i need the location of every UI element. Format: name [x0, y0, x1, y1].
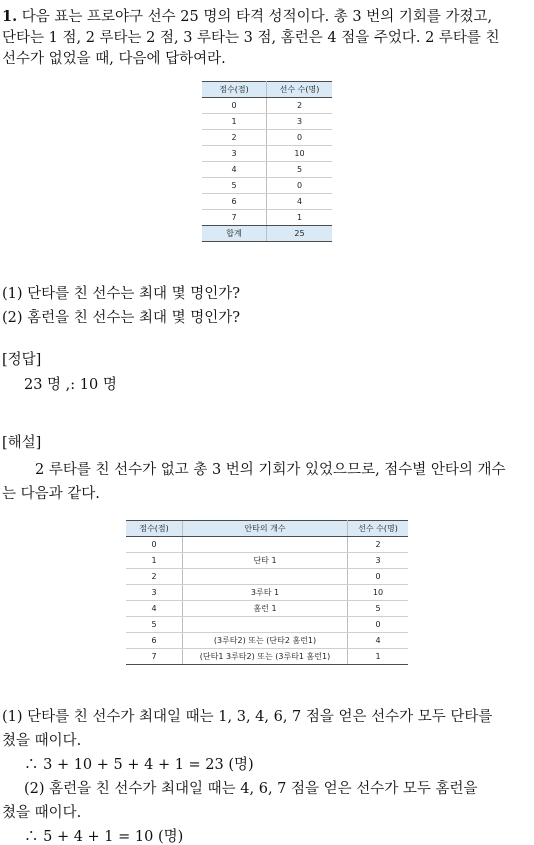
- table-cell: 1: [126, 553, 183, 569]
- table-cell: 1: [267, 210, 333, 226]
- question-1: (1) 단타를 친 선수는 최대 몇 명인가?: [2, 286, 241, 302]
- score-table: [202, 81, 332, 242]
- table-cell: 6: [126, 633, 183, 649]
- solution-line-2: 는 다음과 같다.: [2, 486, 100, 502]
- table-row: [126, 585, 408, 601]
- table-cell: 4: [348, 633, 409, 649]
- table-cell: (단타1 3루타2) 또는 (3루타1 홈런1): [183, 649, 348, 665]
- table-cell: (3루타2) 또는 (단타2 홈런1): [183, 633, 348, 649]
- table-cell: 0: [348, 617, 409, 633]
- table-cell: 1: [348, 649, 409, 665]
- total-label: 합계: [202, 226, 267, 242]
- table-row: [126, 537, 408, 553]
- header-hits: 안타의 개수: [183, 521, 348, 537]
- header-players: 선수 수(명): [348, 521, 409, 537]
- header-players: 선수 수(명): [267, 82, 333, 98]
- solution-label: [해설]: [2, 435, 42, 451]
- table-row: [202, 98, 332, 114]
- table-row: [126, 569, 408, 585]
- table-cell: 0: [126, 537, 183, 553]
- header-score: 점수(점): [126, 521, 183, 537]
- table-cell: 2: [202, 130, 267, 146]
- answer-text: 23 명 ,: 10 명: [24, 377, 117, 393]
- table-cell: 10: [267, 146, 333, 162]
- table-cell: 3: [348, 553, 409, 569]
- table-cell: 0: [202, 98, 267, 114]
- problem-line-3: 선수가 없었을 때, 다음에 답하여라.: [2, 51, 226, 67]
- table-cell: 5: [348, 601, 409, 617]
- table-cell: 6: [202, 194, 267, 210]
- table-cell: 0: [267, 178, 333, 194]
- total-value: 25: [267, 226, 333, 242]
- score-table-header: [202, 82, 332, 98]
- table-cell: 3: [202, 146, 267, 162]
- table-row: [126, 617, 408, 633]
- table-cell: 3: [267, 114, 333, 130]
- table-cell: 5: [267, 162, 333, 178]
- table-cell: 7: [126, 649, 183, 665]
- table-row: [202, 146, 332, 162]
- table-row: [126, 633, 408, 649]
- table-row: [126, 649, 408, 665]
- table-cell: 4: [267, 194, 333, 210]
- explanation-2-line-2: 쳤을 때이다.: [2, 805, 82, 821]
- explanation-2-line-1: (2) 홈런을 친 선수가 최대일 때는 4, 6, 7 점을 얻은 선수가 모두 홈런을: [24, 781, 478, 797]
- explanation-1-calc: ∴ 3 + 10 + 5 + 4 + 1 = 23 (명): [24, 757, 254, 773]
- explanation-1-line-1: (1) 단타를 친 선수가 최대일 때는 1, 3, 4, 6, 7 점을 얻은 선수가 모두 단타를: [2, 709, 493, 725]
- table-cell: 3루타 1: [183, 585, 348, 601]
- table-row: [126, 553, 408, 569]
- problem-text-1: 다음 표는 프로야구 선수 25 명의 타격 성적이다. 총 3 번의 기회를 가졌고,: [21, 9, 493, 25]
- table-cell: 5: [202, 178, 267, 194]
- table-total-row: [202, 226, 332, 242]
- table-cell: 10: [348, 585, 409, 601]
- problem-line-1: [2, 9, 492, 25]
- solution-line-1: 2 루타를 친 선수가 없고 총 3 번의 기회가 있었으므로, 점수별 안타의 개수: [35, 462, 506, 478]
- table-cell: 3: [126, 585, 183, 601]
- problem-line-2: 단타는 1 점, 2 루타는 2 점, 3 루타는 3 점, 홈런은 4 점을 주었다. 2 루타를 친: [2, 30, 500, 46]
- table-cell: 2: [267, 98, 333, 114]
- table-cell: 7: [202, 210, 267, 226]
- table-cell: 4: [202, 162, 267, 178]
- table-cell: [183, 569, 348, 585]
- hit-table-header: [126, 521, 408, 537]
- explanation-1-line-2: 쳤을 때이다.: [2, 733, 82, 749]
- table-row: [202, 130, 332, 146]
- table-cell: [183, 617, 348, 633]
- header-score: 점수(점): [202, 82, 267, 98]
- table-cell: 0: [348, 569, 409, 585]
- explanation-2-calc: ∴ 5 + 4 + 1 = 10 (명): [24, 829, 184, 845]
- table-cell: [183, 537, 348, 553]
- table-row: [126, 601, 408, 617]
- table-cell: 5: [126, 617, 183, 633]
- question-2: (2) 홈런을 친 선수는 최대 몇 명인가?: [2, 310, 241, 326]
- problem-number: 1.: [2, 8, 18, 25]
- table-cell: 홈런 1: [183, 601, 348, 617]
- hit-table: [126, 520, 408, 665]
- table-cell: 단타 1: [183, 553, 348, 569]
- answer-label: [정답]: [2, 352, 42, 368]
- table-row: [202, 178, 332, 194]
- table-row: [202, 162, 332, 178]
- table-row: [202, 114, 332, 130]
- table-row: [202, 210, 332, 226]
- table-cell: 1: [202, 114, 267, 130]
- table-cell: 2: [348, 537, 409, 553]
- table-cell: 0: [267, 130, 333, 146]
- table-cell: 2: [126, 569, 183, 585]
- table-row: [202, 194, 332, 210]
- table-cell: 4: [126, 601, 183, 617]
